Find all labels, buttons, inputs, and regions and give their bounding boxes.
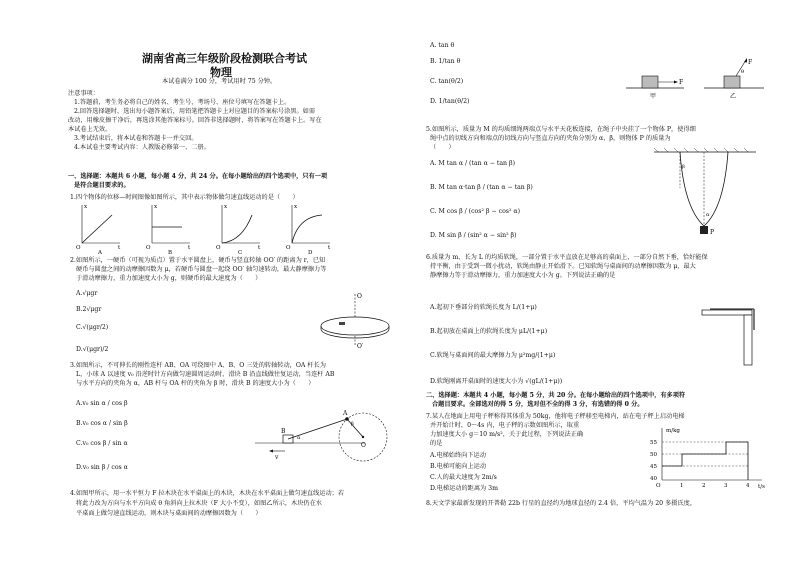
- svg-text:α: α: [706, 212, 710, 218]
- q7-line: 并开始计时，0～4s 内，电子秤的示数如图所示，取重: [430, 422, 580, 429]
- q2-option-c: C.√(μgr/2): [76, 324, 109, 331]
- svg-text:m/kg: m/kg: [666, 428, 680, 434]
- q1-option-label: C: [238, 250, 243, 256]
- q7-scale-chart: [650, 424, 770, 490]
- q6-line: 静摩擦力等于滑动摩擦力，重力加速度大小为 g。下列说法正确的是: [430, 272, 616, 279]
- q1-axis-t-label: t: [188, 245, 191, 251]
- section2-heading: 合题目要求。全部选对的得 5 分，选对但不全的得 3 分，有选错的得 0 分。: [432, 401, 644, 408]
- q2-line: 于滑动摩擦力，重力加速度大小为 g，则硬币的最大速度为（ ）: [76, 275, 262, 282]
- q5-option-c: C. M cos β / (cos² β − cos² α): [430, 208, 521, 215]
- notice-heading: 注意事项：: [68, 90, 99, 97]
- q4-option-b: B. 1/tan θ: [430, 58, 461, 65]
- q1-axis-x-label: x: [224, 204, 228, 210]
- svg-text:50: 50: [650, 452, 657, 458]
- svg-text:O: O: [361, 442, 366, 449]
- q3-line: L，小球 A 以速度 v₀ 沿逆时针方向做匀速圆周运动时，滑块 B 沿直线做往复运动，当连杆 AB: [76, 371, 335, 378]
- q1-axis-x-label: x: [294, 204, 298, 210]
- q7-option-d: D.电梯运动的距离为 3m: [430, 485, 498, 492]
- q1-origin-label: O: [286, 245, 291, 251]
- notice-line: 本试卷上无效。: [68, 126, 112, 133]
- q1-axis-t-label: t: [328, 245, 331, 251]
- q6-option-a: A.起初下垂部分的软绳长度为 L/(1+μ): [430, 304, 537, 311]
- q3-line: 与水平方向的夹角为 α，AB 杆与 OA 杆的夹角为 β 时，滑块 B 的速度大小为（ ）: [76, 380, 315, 387]
- q3-line: 3.如图所示，不可伸长的刚性连杆 AB、OA 可绕图中 A、B、O 三处的转轴转动，OA 杆长为: [70, 362, 326, 369]
- notice-line: 3.考试结束后，将本试卷和答题卡一并交回。: [74, 135, 198, 142]
- q7-line: 的是: [430, 440, 443, 447]
- q4-figure: [620, 58, 770, 102]
- q1-option-label: D: [308, 250, 313, 256]
- svg-text:v: v: [275, 454, 279, 461]
- q2-O2-label: O′: [357, 343, 364, 350]
- q3-option-d: D.v₀ sin β / cos α: [76, 464, 128, 471]
- left-column: [60, 0, 405, 562]
- q1-option-label: A: [98, 250, 102, 256]
- q1-graph-C: [216, 204, 261, 256]
- q4-option-c: C. tan(θ/2): [430, 78, 464, 85]
- q4-line: 4.如图甲所示，用一水平恒力 F 拉木块在水平桌面上的木块，木块在水平桌面上做匀速直线运动；若: [70, 490, 345, 497]
- q5-option-a: A. M tan α / (tan α − tan β): [430, 160, 515, 167]
- svg-text:t/s: t/s: [758, 484, 765, 490]
- q5-option-b: B. M tan α·tan β / (tan α − tan β): [430, 184, 533, 191]
- svg-text:α: α: [297, 435, 301, 441]
- q1-axis-x-label: x: [84, 204, 88, 210]
- svg-text:乙: 乙: [730, 93, 737, 100]
- svg-text:45: 45: [650, 464, 657, 470]
- notice-line: 1.答题前，考生务必将自己的姓名、考生号、考场号、座位号填写在答题卡上。: [74, 99, 291, 106]
- q6-line: 6.质量为 m、长为 L 的均质软绳，一部分置于水平直放在足够高的桌面上，一部分自然下垂，恰好能保: [426, 254, 708, 261]
- coin: [339, 322, 345, 325]
- q4-option-d: D. 1/tan(θ/2): [430, 98, 470, 105]
- q7-option-c: C.人的最大速度为 2m/s: [430, 474, 497, 481]
- q7-line: 7.某人在地面上用电子秤称得其体重为 50kg，他将电子秤移至电梯内，站在电子秤上启动电梯: [426, 413, 685, 420]
- q1-graph-A: [76, 204, 121, 256]
- q1-origin-label: O: [216, 245, 221, 251]
- q5-line: 绳中点的切线方向和端点的切线方向与竖直方向的夹角分别为 α、β，则物体 P 的质量为: [430, 135, 671, 142]
- q3-option-c: C.v₀ cos β / sin α: [76, 440, 128, 447]
- section2-heading: 二、选择题：本题共 4 小题，每小题 5 分，共 20 分。在每小题给出的四个选项中，有多项符: [426, 392, 686, 399]
- q4-line: 平桌面上做匀速直线运动，则木块与桌面间的动摩擦因数为（ ）: [76, 510, 262, 517]
- q6-line: 持平衡，由于受到一微小扰动，软绳由静止开始滑下。已知软绳与桌面间的动摩擦因数为 μ，最大: [430, 263, 696, 270]
- svg-text:β: β: [351, 421, 354, 427]
- q3-linkage-figure: [255, 395, 395, 465]
- svg-text:A: A: [343, 410, 348, 417]
- subject-title: 物理: [210, 66, 232, 79]
- exam-meta: 本试卷满分 100 分，考试用时 75 分钟。: [162, 78, 277, 85]
- q5-line: 5.如图所示，质量为 M 的均质细绳两端点与水平天花板连接，在绳子中央挂了一个物体 P，使得细: [426, 126, 696, 133]
- svg-text:3: 3: [724, 483, 728, 489]
- q1-axis-x-label: x: [154, 204, 158, 210]
- svg-text:B: B: [281, 428, 286, 435]
- q1-axis-t-label: t: [118, 245, 121, 251]
- q1-origin-label: O: [146, 245, 151, 251]
- section1-heading: 一、选择题：本题共 6 小题，每小题 4 分，共 24 分。在每小题给出的四个选项中，只有一项: [68, 173, 328, 180]
- section1-heading: 是符合题目要求的。: [74, 182, 130, 189]
- exam-title: 湖南省高三年级阶段检测联合考试: [142, 52, 307, 65]
- q5-option-d: D. M sin β / (sin² α − sin² β): [430, 232, 517, 239]
- svg-text:P: P: [710, 229, 715, 236]
- q1-axis-t-label: t: [258, 245, 261, 251]
- q7-option-a: A.电梯始终向下运动: [430, 452, 486, 459]
- q6-option-d: D.软绳刚离开桌面时的速度大小为 √(gL/(1+μ)): [430, 378, 563, 385]
- q2-O-label: O: [357, 293, 362, 300]
- q1-graphs: [70, 203, 370, 255]
- svg-text:1: 1: [680, 483, 684, 489]
- q1-stem: 1.四个物体的位移—时间图像如图所示，其中表示物体做匀速直线运动的是（ ）: [70, 194, 299, 201]
- q6-option-c: C.软绳与桌面间的最大摩擦力为 μ²mg/(1+μ): [430, 352, 556, 359]
- mass-P: [700, 226, 708, 234]
- q2-option-d: D.√(μgr)/2: [76, 346, 109, 353]
- svg-text:F: F: [679, 79, 684, 86]
- q1-option-label: B: [168, 250, 173, 256]
- q1-origin-label: O: [76, 245, 81, 251]
- q3-option-a: A.v₀ sin α / cos β: [76, 400, 128, 407]
- q8-line: 8.天文学家最新发现的开普勒 22b 行星的直径约为地球直径的 2.4 倍，平均气温为 20 多摄氏度，: [426, 500, 696, 507]
- q1-graph-B: [146, 204, 191, 256]
- q4-line: 将此力改为方向与水平方向成 θ 角斜向上拉木块（F 大小不变），如图乙所示，木块仍在水: [76, 500, 322, 507]
- svg-text:40: 40: [650, 476, 657, 482]
- right-column: [420, 0, 780, 562]
- block-yi: [724, 76, 740, 88]
- scale-reading-line: [662, 442, 748, 480]
- q2-line: 硬币与圆盘之间的动摩擦因数为 μ，若硬币与圆盘一起绕 OO′ 轴匀速转动，最大静摩擦力等: [76, 266, 327, 273]
- q3-option-b: B.v₀ cos α / sin β: [76, 420, 128, 427]
- svg-text:F: F: [748, 59, 753, 66]
- q4-option-a: A. tan θ: [430, 42, 455, 49]
- q5-rope-figure: [650, 148, 760, 238]
- q2-option-a: A.√μgr: [76, 290, 98, 297]
- svg-text:θ: θ: [741, 69, 745, 75]
- block-jia: [642, 76, 658, 88]
- q5-line: （ ）: [430, 144, 455, 151]
- svg-text:4: 4: [746, 483, 750, 489]
- q6-option-b: B.起初放在桌面上的软绳长度为 μL/(1+μ): [430, 328, 548, 335]
- q2-option-b: B.2√μgr: [76, 306, 102, 313]
- notice-line: 4.本试卷主要考试内容：人教版必修第一、二册。: [74, 144, 210, 151]
- q7-option-b: B.电梯可能向上运动: [430, 463, 487, 470]
- q2-line: 2.如图所示，一硬币（可视为质点）置于水平圆盘上，硬币与竖直转轴 OO′ 的距离为 r，已知: [70, 257, 326, 264]
- notice-line: 改动，用橡皮擦干净后，再选涂其他答案标号。回答非选择题时，将答案写在答题卡上。写在: [68, 117, 322, 124]
- q6-table-figure: [700, 300, 775, 370]
- q7-line: 力加速度大小 g＝10 m/s²，关于此过程，下列说法正确: [430, 431, 584, 438]
- svg-text:55: 55: [650, 440, 657, 446]
- svg-text:β: β: [682, 164, 685, 170]
- q2-disk-figure: [315, 290, 395, 350]
- q1-graph-D: [286, 204, 331, 256]
- svg-text:2: 2: [702, 483, 706, 489]
- svg-text:甲: 甲: [650, 93, 657, 100]
- notice-line: 2.回答选择题时，选出每小题答案后，用铅笔把答题卡上对应题目的答案标号涂黑。如需: [74, 108, 316, 115]
- svg-text:O: O: [656, 483, 661, 489]
